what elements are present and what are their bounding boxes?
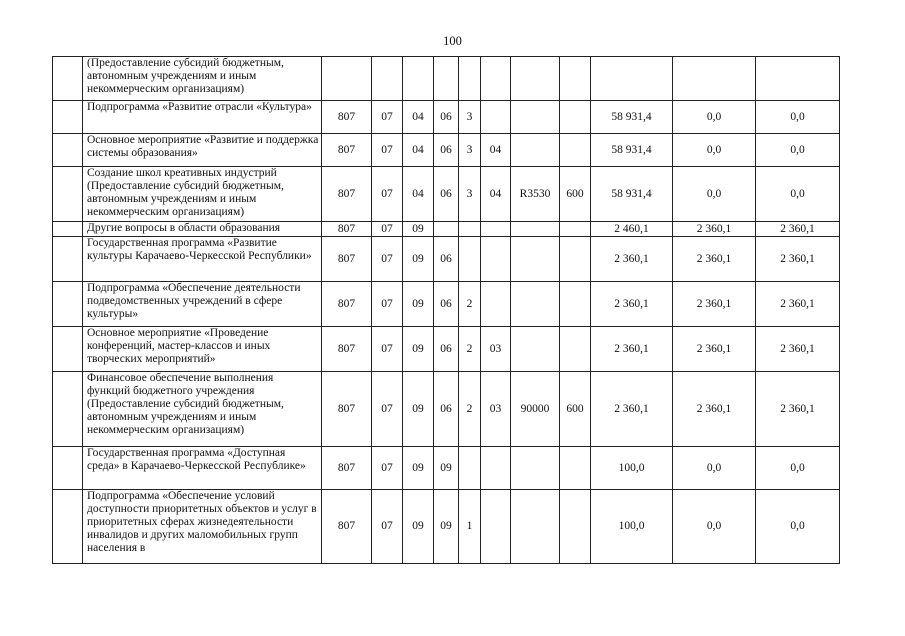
cell-number <box>53 490 83 564</box>
cell-prog <box>434 57 459 101</box>
cell-event: 04 <box>481 167 511 222</box>
cell-number <box>53 282 83 327</box>
cell-pr: 04 <box>403 134 434 167</box>
cell-rz: 07 <box>372 372 403 447</box>
cell-event: 03 <box>481 327 511 372</box>
cell-number <box>53 101 83 134</box>
cell-rz: 07 <box>372 101 403 134</box>
cell-subprog <box>459 447 481 490</box>
cell-ved: 807 <box>322 134 372 167</box>
cell-name: Подпрограмма «Развитие отрасли «Культура» <box>83 101 322 134</box>
cell-sum-2022: 2 460,1 <box>591 222 673 237</box>
cell-ved: 807 <box>322 327 372 372</box>
cell-pr: 09 <box>403 490 434 564</box>
cell-sum-2024: 0,0 <box>756 447 840 490</box>
cell-sum-2024: 2 360,1 <box>756 237 840 282</box>
cell-pr: 04 <box>403 167 434 222</box>
cell-sum-2023: 0,0 <box>673 447 756 490</box>
cell-sum-2024: 2 360,1 <box>756 282 840 327</box>
cell-subprog <box>459 222 481 237</box>
cell-prog <box>434 222 459 237</box>
cell-sum-2022: 58 931,4 <box>591 167 673 222</box>
cell-sum-2023: 2 360,1 <box>673 372 756 447</box>
cell-vr <box>560 327 591 372</box>
table-row <box>53 222 840 237</box>
cell-subprog <box>459 57 481 101</box>
table-row <box>53 372 840 447</box>
cell-sum-2024: 0,0 <box>756 134 840 167</box>
cell-number <box>53 57 83 101</box>
cell-sum-2024: 2 360,1 <box>756 222 840 237</box>
cell-direction <box>511 490 560 564</box>
cell-prog: 06 <box>434 237 459 282</box>
cell-sum-2022: 100,0 <box>591 447 673 490</box>
cell-event <box>481 222 511 237</box>
cell-rz: 07 <box>372 282 403 327</box>
cell-prog: 06 <box>434 101 459 134</box>
cell-name: Государственная программа «Доступная среда» в Карачаево-Черкесской Республике» <box>83 447 322 490</box>
cell-name: Другие вопросы в области образования <box>83 222 322 237</box>
cell-event <box>481 57 511 101</box>
cell-name: Основное мероприятие «Развитие и поддержка системы образования» <box>83 134 322 167</box>
cell-sum-2024: 2 360,1 <box>756 327 840 372</box>
cell-number <box>53 167 83 222</box>
cell-rz: 07 <box>372 237 403 282</box>
cell-pr: 09 <box>403 372 434 447</box>
cell-subprog: 3 <box>459 167 481 222</box>
cell-pr: 09 <box>403 237 434 282</box>
cell-vr <box>560 490 591 564</box>
cell-rz: 07 <box>372 447 403 490</box>
cell-number <box>53 447 83 490</box>
cell-number <box>53 222 83 237</box>
cell-vr <box>560 134 591 167</box>
cell-prog: 06 <box>434 167 459 222</box>
cell-event <box>481 447 511 490</box>
cell-subprog: 1 <box>459 490 481 564</box>
cell-subprog: 3 <box>459 101 481 134</box>
cell-vr <box>560 57 591 101</box>
cell-pr: 09 <box>403 447 434 490</box>
cell-number <box>53 237 83 282</box>
cell-number <box>53 372 83 447</box>
cell-sum-2024: 0,0 <box>756 101 840 134</box>
cell-event <box>481 237 511 282</box>
cell-rz: 07 <box>372 327 403 372</box>
cell-sum-2024: 0,0 <box>756 167 840 222</box>
cell-vr: 600 <box>560 372 591 447</box>
table-row <box>53 237 840 282</box>
table-row <box>53 282 840 327</box>
cell-rz <box>372 57 403 101</box>
cell-rz: 07 <box>372 167 403 222</box>
cell-name: Создание школ креативных индустрий (Предоставление субсидий бюджетным, автономным учреждениям и иным некоммерческим организациям) <box>83 167 322 222</box>
cell-event: 04 <box>481 134 511 167</box>
cell-sum-2023 <box>673 57 756 101</box>
cell-event <box>481 101 511 134</box>
cell-event <box>481 282 511 327</box>
cell-pr: 04 <box>403 101 434 134</box>
cell-direction <box>511 447 560 490</box>
cell-prog: 06 <box>434 134 459 167</box>
cell-subprog: 2 <box>459 372 481 447</box>
cell-ved: 807 <box>322 490 372 564</box>
cell-name: (Предоставление субсидий бюджетным, автономным учреждениям и иным некоммерческим организациям) <box>83 57 322 101</box>
table-row <box>53 167 840 222</box>
cell-name: Финансовое обеспечение выполнения функций бюджетного учреждения (Предоставление субсидий бюджетным, автономным учреждениям и иным некоммерческим организациям) <box>83 372 322 447</box>
cell-direction <box>511 57 560 101</box>
cell-name: Государственная программа «Развитие культуры Карачаево-Черкесской Республики» <box>83 237 322 282</box>
cell-prog: 09 <box>434 447 459 490</box>
table-row <box>53 134 840 167</box>
table-row <box>53 447 840 490</box>
cell-rz: 07 <box>372 134 403 167</box>
cell-vr <box>560 101 591 134</box>
cell-sum-2023: 0,0 <box>673 167 756 222</box>
cell-sum-2022: 58 931,4 <box>591 134 673 167</box>
cell-ved <box>322 57 372 101</box>
cell-pr <box>403 57 434 101</box>
cell-sum-2023: 0,0 <box>673 101 756 134</box>
cell-number <box>53 134 83 167</box>
cell-pr: 09 <box>403 282 434 327</box>
cell-direction <box>511 237 560 282</box>
cell-vr: 600 <box>560 167 591 222</box>
cell-subprog <box>459 237 481 282</box>
cell-event: 03 <box>481 372 511 447</box>
cell-number <box>53 327 83 372</box>
cell-direction <box>511 134 560 167</box>
cell-prog: 09 <box>434 490 459 564</box>
table-row <box>53 101 840 134</box>
cell-direction: R3530 <box>511 167 560 222</box>
cell-vr <box>560 222 591 237</box>
cell-subprog: 2 <box>459 327 481 372</box>
cell-rz: 07 <box>372 222 403 237</box>
cell-ved: 807 <box>322 101 372 134</box>
table-row <box>53 490 840 564</box>
cell-name: Основное мероприятие «Проведение конференций, мастер-классов и иных творческих мероприятий» <box>83 327 322 372</box>
budget-table <box>52 56 840 564</box>
cell-ved: 807 <box>322 222 372 237</box>
cell-ved: 807 <box>322 372 372 447</box>
cell-subprog: 3 <box>459 134 481 167</box>
page-number: 100 <box>443 34 462 48</box>
cell-sum-2024 <box>756 57 840 101</box>
cell-sum-2022: 2 360,1 <box>591 282 673 327</box>
table-row <box>53 327 840 372</box>
cell-prog: 06 <box>434 372 459 447</box>
cell-sum-2022: 2 360,1 <box>591 372 673 447</box>
cell-sum-2023: 2 360,1 <box>673 222 756 237</box>
cell-rz: 07 <box>372 490 403 564</box>
cell-ved: 807 <box>322 167 372 222</box>
cell-ved: 807 <box>322 447 372 490</box>
cell-sum-2024: 2 360,1 <box>756 372 840 447</box>
cell-ved: 807 <box>322 237 372 282</box>
cell-name: Подпрограмма «Обеспечение условий доступности приоритетных объектов и услуг в приоритетных сферах жизнедеятельности инвалидов и других маломобильных групп населения в <box>83 490 322 564</box>
cell-direction <box>511 101 560 134</box>
cell-vr <box>560 237 591 282</box>
cell-subprog: 2 <box>459 282 481 327</box>
cell-sum-2023: 0,0 <box>673 134 756 167</box>
cell-vr <box>560 447 591 490</box>
cell-pr: 09 <box>403 327 434 372</box>
cell-sum-2022: 2 360,1 <box>591 237 673 282</box>
cell-direction <box>511 282 560 327</box>
cell-vr <box>560 282 591 327</box>
cell-event <box>481 490 511 564</box>
cell-sum-2023: 2 360,1 <box>673 237 756 282</box>
cell-prog: 06 <box>434 282 459 327</box>
cell-sum-2022: 58 931,4 <box>591 101 673 134</box>
cell-ved: 807 <box>322 282 372 327</box>
cell-sum-2024: 0,0 <box>756 490 840 564</box>
cell-prog: 06 <box>434 327 459 372</box>
table-row <box>53 57 840 101</box>
cell-name: Подпрограмма «Обеспечение деятельности подведомственных учреждений в сфере культуры» <box>83 282 322 327</box>
cell-pr: 09 <box>403 222 434 237</box>
cell-sum-2023: 0,0 <box>673 490 756 564</box>
cell-sum-2023: 2 360,1 <box>673 282 756 327</box>
cell-sum-2022 <box>591 57 673 101</box>
cell-direction <box>511 327 560 372</box>
cell-sum-2023: 2 360,1 <box>673 327 756 372</box>
cell-direction <box>511 222 560 237</box>
cell-direction: 90000 <box>511 372 560 447</box>
cell-sum-2022: 100,0 <box>591 490 673 564</box>
cell-sum-2022: 2 360,1 <box>591 327 673 372</box>
